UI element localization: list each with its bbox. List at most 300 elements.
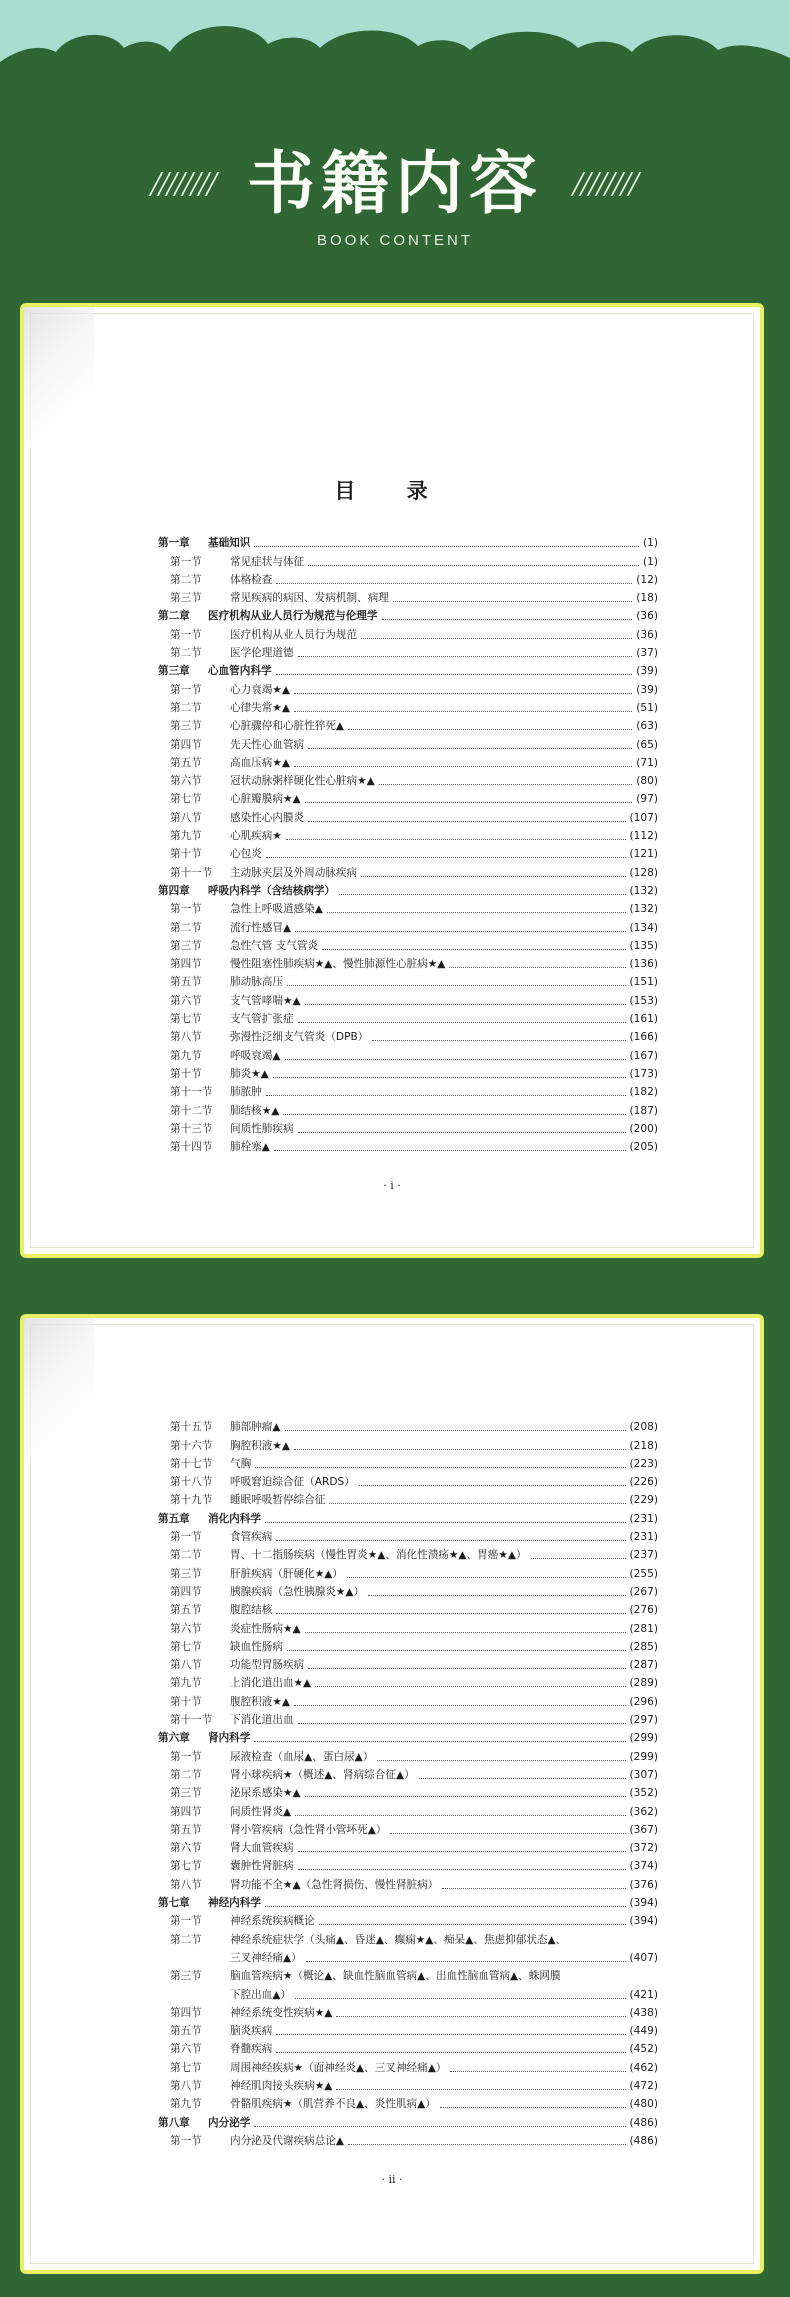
toc-section-row bbox=[158, 571, 658, 589]
toc-entry-title: 心力衰竭★▲ bbox=[230, 683, 291, 696]
toc-section-row bbox=[158, 1674, 658, 1692]
toc-section-row bbox=[158, 1784, 658, 1802]
toc-entry-number: 第一节 bbox=[170, 628, 202, 641]
toc-entry-title: 呼吸内科学（含结核病学） bbox=[208, 884, 336, 897]
toc-entry-title: 肺部肿瘤▲ bbox=[230, 1421, 281, 1434]
toc-entry-title: 心肌疾病★ bbox=[230, 830, 282, 843]
hatch-decoration-left bbox=[155, 172, 213, 196]
toc-section-row bbox=[158, 735, 658, 753]
dot-leader bbox=[348, 728, 632, 730]
dot-leader bbox=[315, 1685, 625, 1687]
toc-entry-title: 囊肿性肾脏病 bbox=[230, 1860, 294, 1873]
toc-chapter-row bbox=[158, 882, 658, 900]
toc-entry-number: 第十五节 bbox=[170, 1421, 213, 1434]
toc-chapter-row bbox=[158, 1894, 658, 1912]
toc-entry-title: 肾大血管疾病 bbox=[230, 1842, 294, 1855]
toc-chapter-row bbox=[158, 607, 658, 625]
toc-entry-number: 第一节 bbox=[170, 903, 202, 916]
dot-leader bbox=[266, 856, 626, 858]
toc-section-row bbox=[158, 1711, 658, 1729]
dot-leader bbox=[294, 692, 632, 694]
toc-entry-page: (452) bbox=[629, 2043, 658, 2056]
toc-section-row bbox=[158, 1875, 658, 1893]
dot-leader bbox=[449, 966, 625, 968]
toc-section-row bbox=[158, 1046, 658, 1064]
toc-entry-number: 第十四节 bbox=[170, 1141, 213, 1154]
toc-section-row bbox=[158, 1491, 658, 1509]
dot-leader bbox=[295, 1997, 625, 1999]
toc-section-row bbox=[158, 1583, 658, 1601]
dot-leader bbox=[305, 1795, 626, 1797]
toc-entry-page: (223) bbox=[629, 1457, 658, 1470]
toc-entry-page: (299) bbox=[629, 1732, 658, 1745]
dot-leader bbox=[285, 1058, 626, 1060]
toc-entry-number: 第三节 bbox=[170, 1970, 202, 1983]
toc-entry-number: 第八章 bbox=[158, 2116, 190, 2129]
toc-section-row bbox=[158, 2040, 658, 2058]
page-number: · i · bbox=[383, 1179, 401, 1192]
dot-leader bbox=[276, 2051, 625, 2053]
toc-entry-number: 第三节 bbox=[170, 1787, 202, 1800]
toc-entry-page: (352) bbox=[629, 1787, 658, 1800]
dot-leader bbox=[273, 1076, 626, 1078]
dot-leader bbox=[359, 1484, 626, 1486]
toc-entry-page: (39) bbox=[636, 683, 658, 696]
toc-entry-page: (394) bbox=[629, 1897, 658, 1910]
toc-entry-number: 第五章 bbox=[158, 1512, 190, 1525]
dot-leader bbox=[305, 801, 633, 803]
toc-entry-page: (97) bbox=[636, 793, 658, 806]
toc-section-row bbox=[158, 2058, 658, 2076]
toc-entry-title: 内分泌学 bbox=[208, 2116, 251, 2129]
toc-entry-number: 第二节 bbox=[170, 701, 202, 714]
toc-entry-number: 第二节 bbox=[170, 1549, 202, 1562]
toc-entry-number: 第四节 bbox=[170, 738, 202, 751]
toc-entry-number: 第五节 bbox=[170, 2025, 202, 2038]
toc-entry-page: (449) bbox=[629, 2025, 658, 2038]
dot-leader bbox=[393, 600, 632, 602]
toc-entry-title: 肺栓塞▲ bbox=[230, 1141, 270, 1154]
toc-entry-number: 第七节 bbox=[170, 793, 202, 806]
toc-entry-number: 第七章 bbox=[158, 1897, 190, 1910]
dot-leader bbox=[294, 1704, 625, 1706]
toc-entry-page: (112) bbox=[629, 830, 658, 843]
toc-entry-number: 第十六节 bbox=[170, 1439, 213, 1452]
toc-entry-number: 第二节 bbox=[170, 921, 202, 934]
toc-section-row bbox=[158, 918, 658, 936]
toc-entry-number: 第七节 bbox=[170, 1013, 202, 1026]
dot-leader bbox=[339, 893, 625, 895]
toc-entry-number: 第十节 bbox=[170, 1695, 202, 1708]
toc-entry-page: (153) bbox=[629, 994, 658, 1007]
toc-entry-title: 尿液检查（血尿▲、蛋白尿▲） bbox=[230, 1750, 374, 1763]
toc-entry-title: 食管疾病 bbox=[230, 1531, 273, 1544]
toc-entry-number: 第三节 bbox=[170, 1567, 202, 1580]
dot-leader bbox=[266, 1094, 626, 1096]
toc-section-row bbox=[158, 625, 658, 643]
dot-leader bbox=[308, 564, 639, 566]
toc-section-row bbox=[158, 1857, 658, 1875]
dot-leader bbox=[347, 1576, 626, 1578]
toc-entry-page: (255) bbox=[629, 1567, 658, 1580]
toc-entry-page: (307) bbox=[629, 1768, 658, 1781]
toc-entry-title: 胰腺疾病（急性胰腺炎★▲） bbox=[230, 1585, 365, 1598]
toc-entry-number: 第八节 bbox=[170, 2079, 202, 2092]
page-shadow bbox=[24, 1318, 94, 1458]
toc-entry-number: 第十七节 bbox=[170, 1457, 213, 1470]
toc-entry-title: 消化内科学 bbox=[208, 1512, 261, 1525]
toc-section-row bbox=[158, 900, 658, 918]
toc-entry-title: 先天性心血管病 bbox=[230, 738, 305, 751]
dot-leader bbox=[379, 783, 632, 785]
toc-entry-title: 泌尿系感染★▲ bbox=[230, 1787, 301, 1800]
toc-entry-title: 心包炎 bbox=[230, 848, 262, 861]
dot-leader bbox=[294, 710, 632, 712]
toc-section-row bbox=[158, 1138, 658, 1156]
dot-leader bbox=[283, 1113, 625, 1115]
toc-entry-number: 第八节 bbox=[170, 1031, 202, 1044]
toc-entry-number: 第十二节 bbox=[170, 1104, 213, 1117]
toc-entry-number: 第八节 bbox=[170, 1659, 202, 1672]
dot-leader bbox=[308, 1667, 625, 1669]
dot-leader bbox=[274, 1149, 626, 1151]
toc-entry-title: 基础知识 bbox=[208, 537, 251, 550]
toc-entry-title: 体格检查 bbox=[230, 573, 273, 586]
toc-entry-number: 第五节 bbox=[170, 976, 202, 989]
dot-leader bbox=[254, 545, 639, 547]
toc-entry-number: 第十一节 bbox=[170, 866, 213, 879]
toc-chapter-row bbox=[158, 1729, 658, 1747]
toc-entry-title: 医疗机构从业人员行为规范 bbox=[230, 628, 358, 641]
dot-leader bbox=[276, 2033, 625, 2035]
toc-section-row bbox=[158, 1010, 658, 1028]
toc-section-row bbox=[158, 1656, 658, 1674]
toc-entry-title: 炎症性肠病★▲ bbox=[230, 1622, 301, 1635]
dot-leader bbox=[276, 1612, 625, 1614]
toc-entry-title: 胸腔积液★▲ bbox=[230, 1439, 291, 1452]
toc-section-row bbox=[158, 1601, 658, 1619]
toc-section-row bbox=[158, 1930, 658, 1948]
toc-section-row bbox=[158, 937, 658, 955]
dot-leader bbox=[255, 1466, 625, 1468]
toc-section-row bbox=[158, 2022, 658, 2040]
dot-leader bbox=[276, 673, 633, 675]
toc-entry-number: 第八节 bbox=[170, 811, 202, 824]
toc-entry-title: 心血管内科学 bbox=[208, 665, 272, 678]
dot-leader bbox=[329, 1502, 625, 1504]
toc-entry-title: 常见症状与体征 bbox=[230, 555, 305, 568]
toc-entry-title: 周围神经疾病★（面神经炎▲、三叉神经痛▲） bbox=[230, 2061, 447, 2074]
toc-entry-title: 内分泌及代谢疾病总论▲ bbox=[230, 2134, 345, 2147]
toc-page-2 bbox=[20, 1314, 764, 2274]
dot-leader bbox=[531, 1557, 626, 1559]
toc-entry-title: 脊髓疾病 bbox=[230, 2043, 273, 2056]
toc-entry-number: 第十节 bbox=[170, 848, 202, 861]
toc-list bbox=[158, 534, 658, 1156]
toc-entry-title: 高血压病★▲ bbox=[230, 756, 291, 769]
toc-entry-number: 第十三节 bbox=[170, 1122, 213, 1135]
toc-entry-title: 肺炎★▲ bbox=[230, 1067, 269, 1080]
dot-leader bbox=[322, 948, 625, 950]
toc-section-row bbox=[158, 1985, 658, 2003]
toc-entry-number: 第七节 bbox=[170, 2061, 202, 2074]
toc-entry-number: 第十一节 bbox=[170, 1086, 213, 1099]
toc-entry-title: 腹腔结核 bbox=[230, 1604, 273, 1617]
dot-leader bbox=[265, 1905, 626, 1907]
toc-entry-title: 间质性肺疾病 bbox=[230, 1122, 294, 1135]
toc-entry-title: 气胸 bbox=[230, 1457, 252, 1470]
toc-section-row bbox=[158, 1967, 658, 1985]
toc-entry-page: (205) bbox=[629, 1141, 658, 1154]
toc-entry-title: 流行性感冒▲ bbox=[230, 921, 292, 934]
toc-entry-page: (71) bbox=[636, 756, 658, 769]
toc-entry-number: 第二节 bbox=[170, 1768, 202, 1781]
dot-leader bbox=[377, 1759, 625, 1761]
toc-entry-page: (151) bbox=[629, 976, 658, 989]
toc-section-row bbox=[158, 1638, 658, 1656]
toc-entry-title: 脑炎疾病 bbox=[230, 2025, 273, 2038]
toc-entry-page: (63) bbox=[636, 720, 658, 733]
toc-entry-page: (231) bbox=[629, 1531, 658, 1544]
dot-leader bbox=[287, 1649, 626, 1651]
dot-leader bbox=[368, 1594, 625, 1596]
dot-leader bbox=[336, 2088, 625, 2090]
banner-subtitle: BOOK CONTENT bbox=[316, 232, 473, 249]
toc-entry-title: 上消化道出血★▲ bbox=[230, 1677, 312, 1690]
header-hills bbox=[0, 0, 790, 110]
toc-list bbox=[158, 1418, 658, 2150]
banner bbox=[0, 144, 790, 249]
toc-entry-page: (374) bbox=[629, 1860, 658, 1873]
toc-entry-number: 第六节 bbox=[170, 775, 202, 788]
toc-entry-page: (372) bbox=[629, 1842, 658, 1855]
toc-chapter-row bbox=[158, 1509, 658, 1527]
toc-entry-title: 睡眠呼吸暂停综合征 bbox=[230, 1494, 326, 1507]
dot-leader bbox=[327, 911, 626, 913]
toc-entry-title: 支气管扩张症 bbox=[230, 1013, 294, 1026]
toc-entry-page: (486) bbox=[629, 2134, 658, 2147]
toc-entry-page: (65) bbox=[636, 738, 658, 751]
toc-entry-number: 第九节 bbox=[170, 2098, 202, 2111]
toc-section-row bbox=[158, 552, 658, 570]
toc-entry-title: 肺结核★▲ bbox=[230, 1104, 280, 1117]
toc-section-row bbox=[158, 973, 658, 991]
toc-section-row bbox=[158, 2004, 658, 2022]
page-shadow bbox=[24, 307, 94, 447]
toc-section-row bbox=[158, 1028, 658, 1046]
dot-leader bbox=[298, 1021, 626, 1023]
toc-entry-number: 第六章 bbox=[158, 1732, 190, 1745]
toc-section-row bbox=[158, 1564, 658, 1582]
toc-entry-page: (299) bbox=[629, 1750, 658, 1763]
toc-entry-number: 第二章 bbox=[158, 610, 190, 623]
toc-entry-number: 第四节 bbox=[170, 1805, 202, 1818]
toc-entry-page: (1) bbox=[642, 555, 658, 568]
dot-leader bbox=[372, 1039, 625, 1041]
toc-entry-number: 第二节 bbox=[170, 573, 202, 586]
dot-leader bbox=[442, 1887, 625, 1889]
toc-entry-page: (161) bbox=[629, 1013, 658, 1026]
toc-entry-number: 第一节 bbox=[170, 683, 202, 696]
toc-entry-title: 急性上呼吸道感染▲ bbox=[230, 903, 323, 916]
toc-entry-title: 医学伦理道德 bbox=[230, 647, 294, 660]
toc-entry-title: 下消化道出血 bbox=[230, 1714, 294, 1727]
toc-entry-number: 第一节 bbox=[170, 1750, 202, 1763]
dot-leader bbox=[276, 1539, 625, 1541]
toc-section-row bbox=[158, 1949, 658, 1967]
toc-entry-title: 缺血性肠病 bbox=[230, 1640, 283, 1653]
dot-leader bbox=[298, 1131, 626, 1133]
toc-entry-page: (237) bbox=[629, 1549, 658, 1562]
toc-heading: 目 录 bbox=[334, 479, 450, 503]
toc-entry-number: 第五节 bbox=[170, 1604, 202, 1617]
toc-entry-title: 骨骼肌疾病★（肌营养不良▲、炎性肌病▲） bbox=[230, 2098, 436, 2111]
dot-leader bbox=[265, 1521, 626, 1523]
toc-entry-number: 第一章 bbox=[158, 537, 190, 550]
toc-entry-page: (12) bbox=[636, 573, 658, 586]
toc-entry-number: 第一节 bbox=[170, 2134, 202, 2147]
dot-leader bbox=[298, 1722, 626, 1724]
toc-section-row bbox=[158, 1692, 658, 1710]
toc-entry-title: 神经系统症状学（头痛▲、昏迷▲、癫痫★▲、痴呆▲、焦虑抑郁状态▲、 bbox=[230, 1933, 567, 1946]
dot-leader bbox=[295, 930, 625, 932]
toc-entry-page: (472) bbox=[629, 2079, 658, 2092]
toc-section-row bbox=[158, 772, 658, 790]
toc-entry-page: (121) bbox=[629, 848, 658, 861]
toc-entry-number: 第七节 bbox=[170, 1640, 202, 1653]
toc-entry-title: 间质性肾炎▲ bbox=[230, 1805, 292, 1818]
toc-section-row bbox=[158, 1418, 658, 1436]
toc-entry-title: 呼吸衰竭▲ bbox=[230, 1049, 281, 1062]
toc-entry-number: 第十节 bbox=[170, 1067, 202, 1080]
toc-entry-page: (51) bbox=[636, 701, 658, 714]
toc-entry-page: (486) bbox=[629, 2116, 658, 2129]
toc-entry-page: (289) bbox=[629, 1677, 658, 1690]
dot-leader bbox=[294, 1448, 625, 1450]
toc-entry-page: (132) bbox=[629, 884, 658, 897]
toc-section-row bbox=[158, 863, 658, 881]
toc-entry-page: (407) bbox=[629, 1951, 658, 1964]
toc-section-row bbox=[158, 1083, 658, 1101]
toc-entry-title: 医疗机构从业人员行为规范与伦理学 bbox=[208, 610, 378, 623]
dot-leader bbox=[382, 618, 633, 620]
toc-entry-page: (128) bbox=[629, 866, 658, 879]
toc-entry-number: 第四节 bbox=[170, 958, 202, 971]
toc-section-row bbox=[158, 1065, 658, 1083]
toc-entry-title: 弥漫性泛细支气管炎（DPB） bbox=[230, 1031, 369, 1044]
toc-section-row bbox=[158, 1436, 658, 1454]
toc-entry-title: 神经系统变性疾病★▲ bbox=[230, 2006, 333, 2019]
toc-section-row bbox=[158, 1747, 658, 1765]
dot-leader bbox=[298, 1868, 626, 1870]
toc-entry-page: (462) bbox=[629, 2061, 658, 2074]
dot-leader bbox=[361, 637, 632, 639]
toc-entry-number: 第九节 bbox=[170, 1049, 202, 1062]
toc-entry-number: 第六节 bbox=[170, 994, 202, 1007]
toc-entry-page: (226) bbox=[629, 1476, 658, 1489]
toc-entry-number: 第二节 bbox=[170, 647, 202, 660]
toc-entry-page: (36) bbox=[636, 610, 658, 623]
toc-entry-number: 第二节 bbox=[170, 1933, 202, 1946]
toc-chapter-row bbox=[158, 2113, 658, 2131]
dot-leader bbox=[276, 582, 632, 584]
toc-entry-number: 第五节 bbox=[170, 756, 202, 769]
dot-leader bbox=[254, 1740, 625, 1742]
toc-entry-number: 第九节 bbox=[170, 830, 202, 843]
toc-entry-page: (362) bbox=[629, 1805, 658, 1818]
toc-entry-title: 心脏骤停和心脏性猝死▲ bbox=[230, 720, 345, 733]
toc-entry-page: (135) bbox=[629, 939, 658, 952]
dot-leader bbox=[254, 2125, 625, 2127]
toc-entry-page: (218) bbox=[629, 1439, 658, 1452]
toc-entry-title: 肾功能不全★▲（急性肾损伤、慢性肾脏病） bbox=[230, 1878, 439, 1891]
toc-section-row bbox=[158, 827, 658, 845]
toc-section-row bbox=[158, 1528, 658, 1546]
toc-chapter-row bbox=[158, 534, 658, 552]
dot-leader bbox=[419, 1777, 626, 1779]
toc-section-row bbox=[158, 1120, 658, 1138]
toc-entry-title: 三叉神经痛▲） bbox=[230, 1951, 302, 1964]
toc-entry-page: (285) bbox=[629, 1640, 658, 1653]
toc-section-row bbox=[158, 2132, 658, 2150]
dot-leader bbox=[305, 1631, 626, 1633]
toc-entry-number: 第一节 bbox=[170, 1531, 202, 1544]
toc-entry-page: (231) bbox=[629, 1512, 658, 1525]
toc-entry-page: (167) bbox=[629, 1049, 658, 1062]
toc-entry-number: 第一节 bbox=[170, 555, 202, 568]
toc-entry-number: 第七节 bbox=[170, 1860, 202, 1873]
dot-leader bbox=[440, 2106, 626, 2108]
toc-entry-page: (37) bbox=[636, 647, 658, 660]
toc-entry-page: (267) bbox=[629, 1585, 658, 1598]
dot-leader bbox=[306, 1960, 626, 1962]
toc-entry-number: 第六节 bbox=[170, 1622, 202, 1635]
toc-entry-number: 第六节 bbox=[170, 1842, 202, 1855]
toc-entry-title: 感染性心内膜炎 bbox=[230, 811, 305, 824]
toc-entry-title: 下腔出血▲） bbox=[230, 1988, 292, 2001]
toc-section-row bbox=[158, 1546, 658, 1564]
toc-entry-title: 肾小球疾病★（概述▲、肾病综合征▲） bbox=[230, 1768, 415, 1781]
toc-entry-title: 肾小管疾病（急性肾小管坏死▲） bbox=[230, 1823, 387, 1836]
dot-leader bbox=[295, 1814, 625, 1816]
toc-entry-title: 肾内科学 bbox=[208, 1732, 251, 1745]
dot-leader bbox=[298, 655, 633, 657]
toc-entry-title: 神经肌肉接头疾病★▲ bbox=[230, 2079, 333, 2092]
toc-entry-page: (136) bbox=[629, 958, 658, 971]
toc-entry-page: (394) bbox=[629, 1915, 658, 1928]
toc-entry-title: 常见疾病的病因、发病机制、病理 bbox=[230, 592, 389, 605]
toc-entry-title: 慢性阻塞性肺疾病★▲、慢性肺源性心脏病★▲ bbox=[230, 958, 446, 971]
dot-leader bbox=[319, 1923, 626, 1925]
toc-entry-number: 第四节 bbox=[170, 1585, 202, 1598]
toc-entry-page: (80) bbox=[636, 775, 658, 788]
toc-section-row bbox=[158, 790, 658, 808]
toc-section-row bbox=[158, 991, 658, 1009]
toc-entry-page: (287) bbox=[629, 1659, 658, 1672]
toc-section-row bbox=[158, 717, 658, 735]
dot-leader bbox=[308, 747, 632, 749]
dot-leader bbox=[294, 765, 632, 767]
toc-entry-number: 第四节 bbox=[170, 2006, 202, 2019]
toc-entry-page: (229) bbox=[629, 1494, 658, 1507]
dot-leader bbox=[336, 2015, 625, 2017]
toc-entry-page: (39) bbox=[636, 665, 658, 678]
toc-section-row bbox=[158, 1619, 658, 1637]
toc-entry-title: 功能型胃肠疾病 bbox=[230, 1659, 305, 1672]
toc-section-row bbox=[158, 699, 658, 717]
toc-entry-page: (296) bbox=[629, 1695, 658, 1708]
toc-entry-title: 主动脉夹层及外周动脉疾病 bbox=[230, 866, 358, 879]
